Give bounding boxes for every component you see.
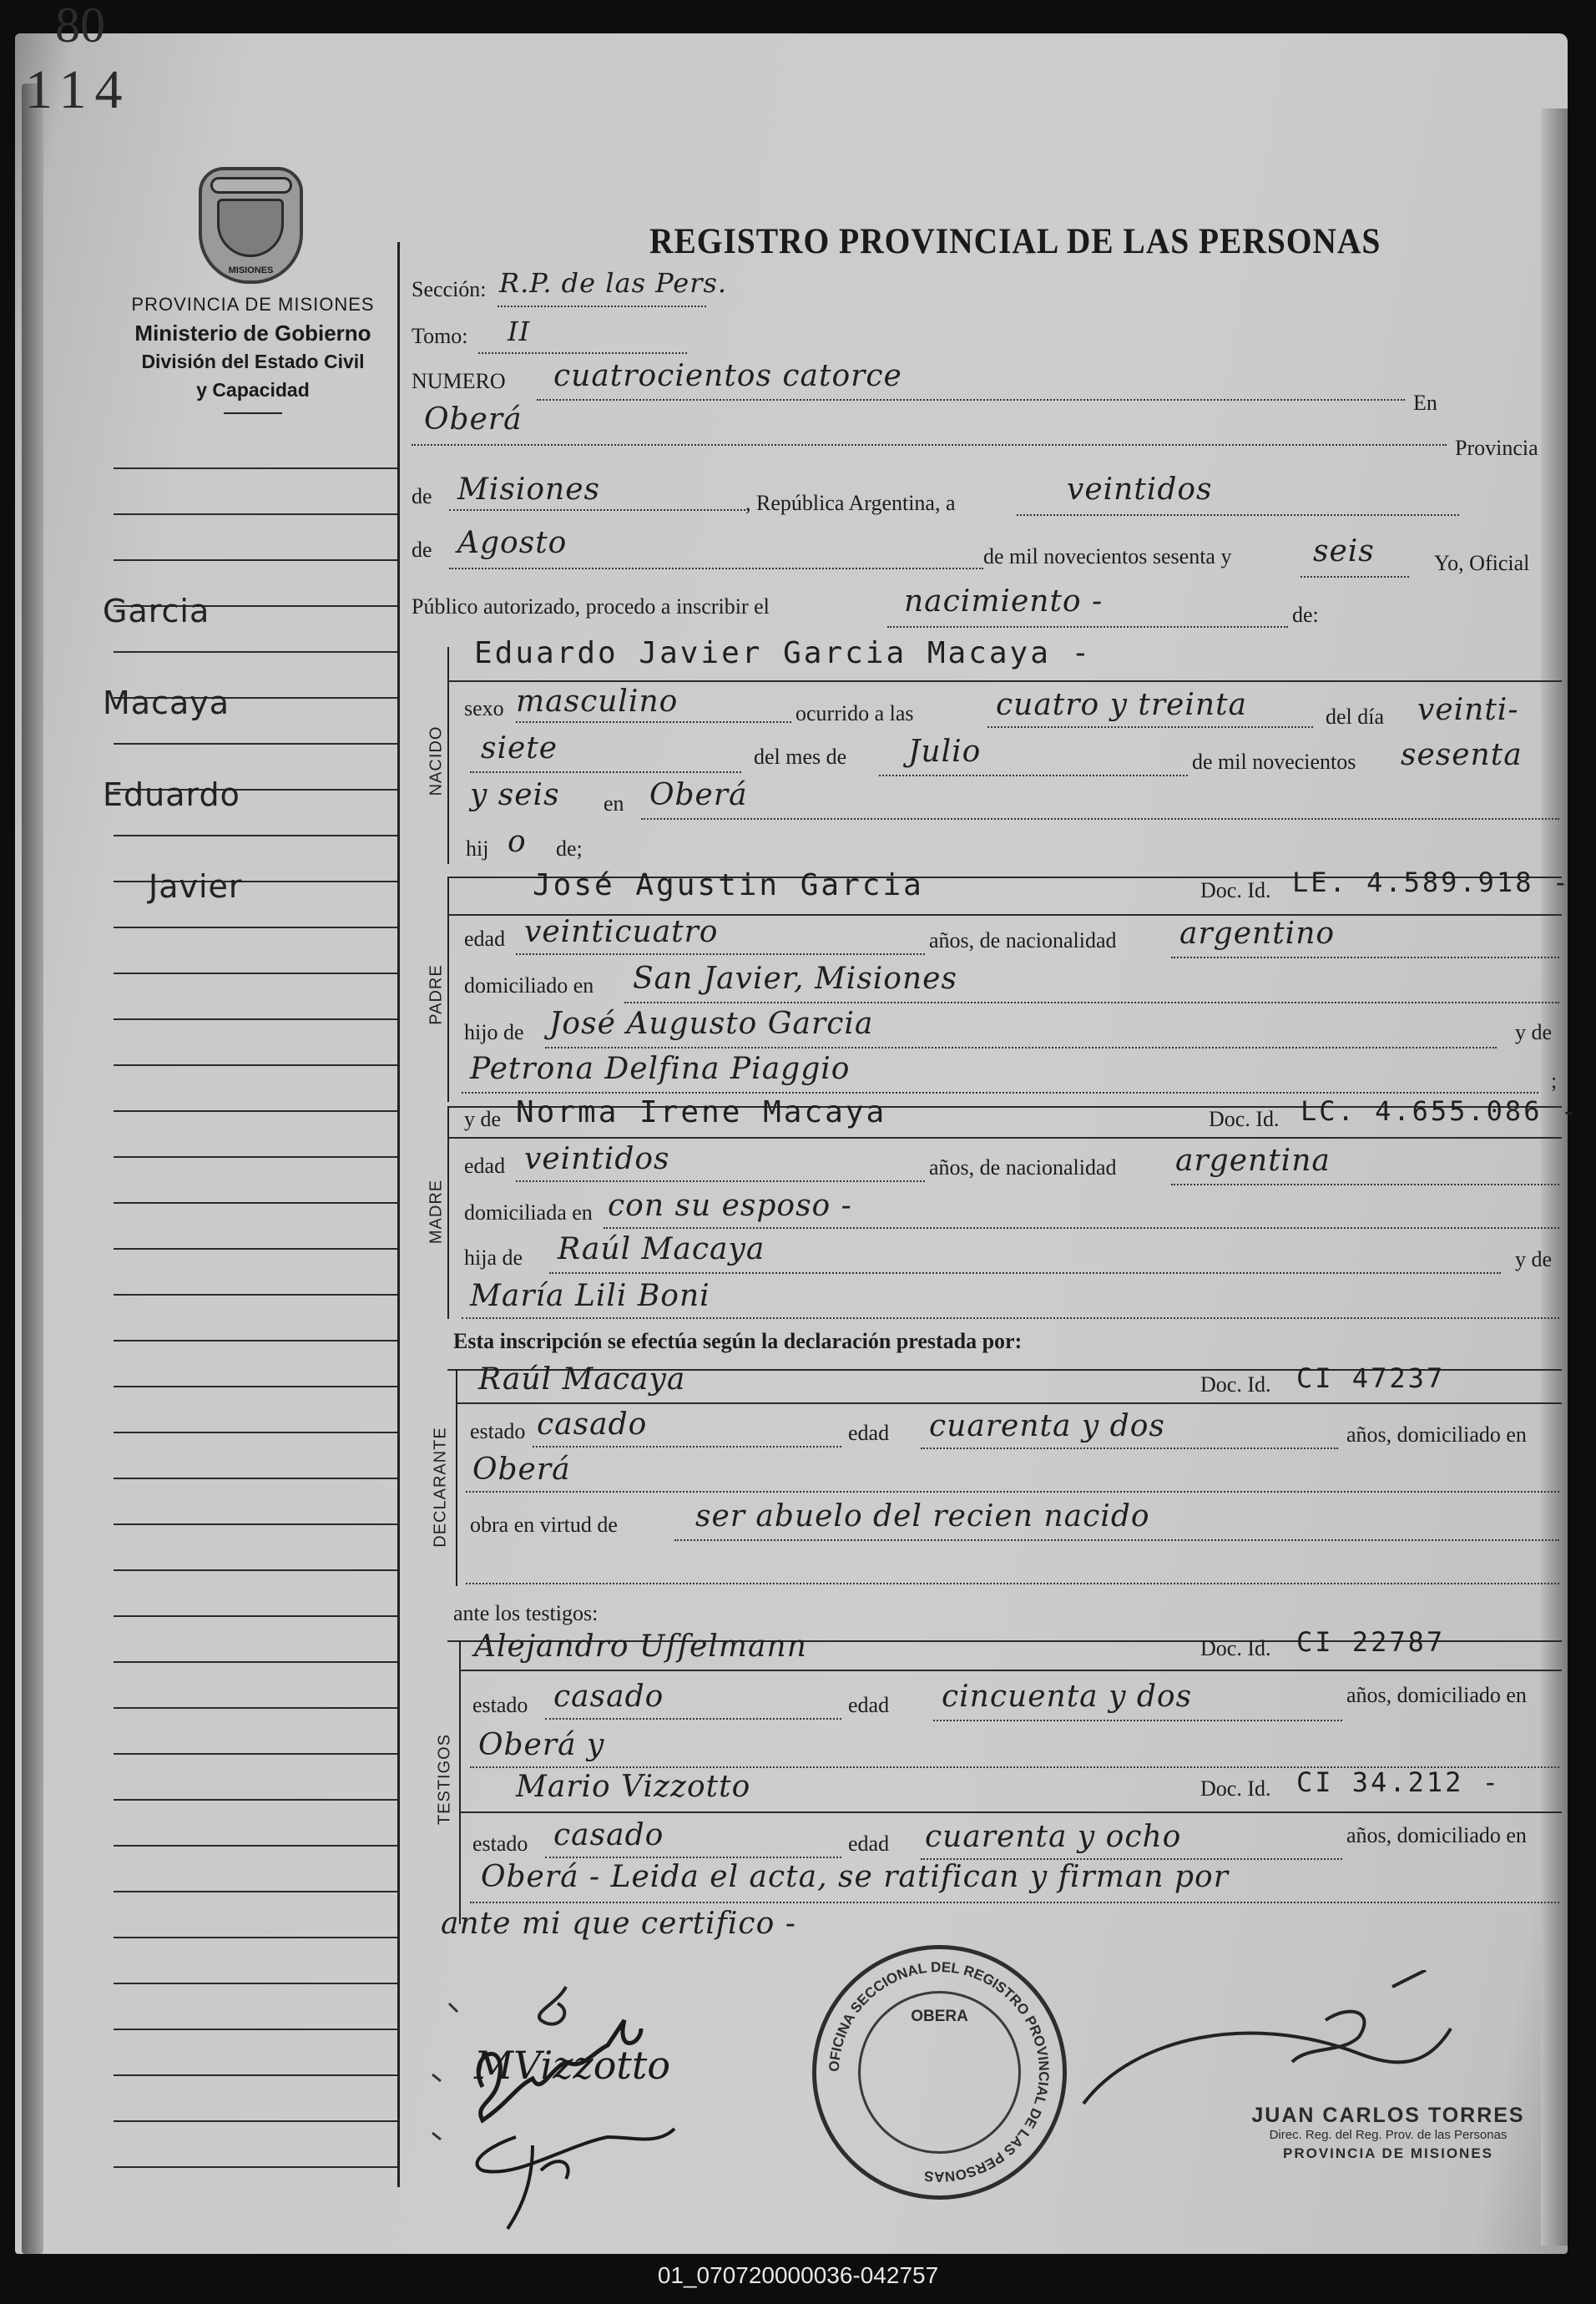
image-identifier: 01_070720000036-042757 — [657, 2262, 939, 2288]
label-nac-padre: años, de nacionalidad — [929, 928, 1117, 952]
stamp-outer-text: OFICINA SECCIONAL DEL REGISTRO PROVINCIAL DE LAS PERSONAS — [826, 1958, 1053, 2185]
label-estado-t1: estado — [472, 1693, 528, 1717]
label-estado-t2: estado — [472, 1832, 528, 1856]
label-publico: Público autorizado, procedo a inscribir el — [412, 594, 770, 619]
value-madre-dom: con su esposo - — [608, 1189, 852, 1223]
label-anos-dom-t2: años, domiciliado en — [1346, 1823, 1527, 1847]
value-t1-edad: cincuenta y dos — [942, 1680, 1193, 1714]
value-decl-dom: Oberá — [472, 1453, 571, 1487]
label-y-de-madre: y de — [464, 1107, 502, 1131]
official-province: PROVINCIA DE MISIONES — [1282, 2145, 1493, 2161]
label-de-semicolon: de; — [556, 836, 583, 861]
margin-rule-line — [114, 1707, 397, 1709]
section-line-nacido — [447, 647, 449, 864]
value-decl-doc: CI 47237 — [1296, 1362, 1446, 1394]
label-de-mil: de mil novecientos sesenta y — [983, 544, 1232, 568]
value-madre-doc: LC. 4.655.086 - — [1301, 1095, 1579, 1127]
value-decl-nombre: Raúl Macaya — [478, 1362, 686, 1397]
margin-rule-line — [114, 1386, 397, 1387]
value-hij: o — [508, 825, 527, 859]
official-signature-block — [1250, 2104, 1526, 2162]
provincial-crest-icon — [199, 167, 303, 284]
label-del-dia: del día — [1326, 705, 1385, 729]
value-acto: nacimiento - — [904, 584, 1104, 619]
label-dom-madre: domiciliada en — [464, 1200, 593, 1225]
margin-given-2: Javier — [149, 868, 243, 905]
value-t2-doc: CI 34.212 - — [1296, 1766, 1501, 1798]
page-stack-edge — [1541, 109, 1568, 2246]
value-dia: veintidos — [1067, 472, 1213, 507]
label-seccion: Sección: — [412, 277, 487, 301]
label-edad-padre: edad — [464, 927, 506, 951]
label-anos-dom-t1: años, domiciliado en — [1346, 1683, 1527, 1707]
value-nacido-nombre: Eduardo Javier Garcia Macaya - — [474, 636, 1093, 670]
label-estado-decl: estado — [470, 1419, 526, 1443]
value-seccion: R.P. de las Pers. — [499, 267, 728, 299]
value-padre-nac: argentino — [1179, 917, 1336, 951]
value-padre-padre: José Augusto Garcia — [549, 1007, 874, 1041]
section-madre: MADRE — [427, 1179, 446, 1245]
ministry-rule — [224, 412, 282, 414]
value-sexo: masculino — [516, 685, 679, 719]
value-padre-edad: veinticuatro — [524, 915, 719, 949]
svg-text:OFICINA SECCIONAL DEL REGISTRO — [826, 1959, 1052, 2185]
value-decl-estado: casado — [537, 1407, 648, 1442]
label-hija-de: hija de — [464, 1245, 523, 1270]
margin-rule-line — [114, 1983, 397, 1984]
section-declarante: DECLARANTE — [431, 1427, 450, 1548]
margin-rule-line — [114, 1523, 397, 1525]
margin-rule-line — [114, 1615, 397, 1617]
witness-signatures — [416, 1970, 766, 2237]
value-t1-nombre: Alejandro Uffelmann — [474, 1629, 807, 1664]
margin-rule-line — [114, 1937, 397, 1938]
margin-rule-line — [114, 1064, 397, 1066]
value-t2-nombre: Mario Vizzotto — [516, 1770, 751, 1804]
label-doc-padre: Doc. Id. — [1200, 878, 1271, 902]
margin-rule-line — [114, 1799, 397, 1801]
section-nacido: NACIDO — [427, 725, 446, 796]
margin-rule-line — [114, 651, 397, 653]
margin-rule-line — [114, 743, 397, 745]
label-hijo-de: hijo de — [464, 1020, 524, 1044]
value-tomo: II — [508, 316, 531, 347]
label-anos-dom-decl: años, domiciliado en — [1346, 1422, 1527, 1447]
value-t1-estado: casado — [553, 1680, 664, 1714]
ministry-name: Ministerio de Gobierno — [134, 321, 371, 346]
label-ocurrido: ocurrido a las — [795, 701, 914, 725]
value-dia-nac-1: veinti- — [1417, 693, 1519, 727]
value-anio-nac-1: sesenta — [1401, 738, 1523, 772]
value-t2-estado: casado — [553, 1818, 664, 1852]
label-del-mes: del mes de — [754, 745, 847, 769]
margin-rule-line — [114, 1248, 397, 1250]
value-madre-edad: veintidos — [524, 1142, 670, 1176]
stamp-ring-text — [812, 1945, 1067, 2200]
value-anio: seis — [1313, 534, 1375, 568]
official-role: Direc. Reg. del Reg. Prov. de las Personas — [1269, 2128, 1508, 2142]
value-provincia: Misiones — [457, 472, 601, 507]
margin-rule-line — [114, 1294, 397, 1296]
value-t1-dom: Oberá y — [478, 1728, 605, 1762]
page-title: REGISTRO PROVINCIAL DE LAS PERSONAS — [649, 222, 1381, 261]
label-edad-t1: edad — [848, 1693, 890, 1717]
margin-divider — [397, 242, 400, 2187]
label-de-2: de — [412, 538, 432, 562]
label-dom-padre: domiciliado en — [464, 973, 594, 998]
label-hij: hij — [466, 836, 489, 861]
value-dia-nac-2: siete — [481, 731, 558, 765]
folio-top: 80 — [55, 0, 105, 53]
margin-rule-line — [114, 973, 397, 974]
label-obra: obra en virtud de — [470, 1513, 618, 1537]
label-provincia: Provincia — [1455, 436, 1538, 460]
label-numero: NUMERO — [412, 369, 506, 393]
ministry-province: PROVINCIA DE MISIONES — [131, 294, 375, 315]
label-de-colon: de: — [1292, 603, 1319, 627]
folio-number: 114 — [25, 59, 131, 120]
label-edad-t2: edad — [848, 1832, 890, 1856]
margin-rule-line — [114, 1432, 397, 1433]
margin-rule-line — [114, 1018, 397, 1020]
official-stamp — [812, 1945, 1067, 2200]
margin-rule-line — [114, 2120, 397, 2122]
label-tomo: Tomo: — [412, 324, 468, 348]
margin-rule-line — [114, 1661, 397, 1663]
value-cierre-2: ante mi que certifico - — [441, 1907, 796, 1941]
value-t1-doc: CI 22787 — [1296, 1626, 1446, 1658]
value-t2-edad: cuarenta y ocho — [925, 1820, 1182, 1854]
label-de-mil-2: de mil novecientos — [1192, 750, 1356, 774]
ministry-division: División del Estado Civil — [141, 351, 365, 372]
margin-rule-line — [114, 1891, 397, 1892]
label-inscripcion: Esta inscripción se efectúa según la declaración prestada por: — [453, 1329, 1023, 1353]
value-madre-madre: María Lili Boni — [470, 1279, 710, 1313]
value-numero: cuatrocientos catorce — [553, 359, 902, 393]
margin-rule-line — [114, 1156, 397, 1158]
document-page — [15, 0, 1579, 2254]
value-lugar-nac: Oberá — [649, 778, 748, 812]
margin-rule-line — [114, 467, 397, 469]
label-en: En — [1413, 391, 1437, 415]
margin-rule-line — [114, 2074, 397, 2076]
label-doc-t2: Doc. Id. — [1200, 1776, 1271, 1801]
margin-rule-line — [114, 835, 397, 836]
value-lugar: Oberá — [424, 402, 523, 437]
label-en-lower: en — [604, 791, 624, 816]
margin-rule-line — [114, 927, 397, 928]
margin-rule-line — [114, 1845, 397, 1847]
margin-rule-line — [114, 2166, 397, 2168]
value-padre-madre: Petrona Delfina Piaggio — [470, 1052, 851, 1086]
label-doc-madre: Doc. Id. — [1209, 1107, 1280, 1131]
label-edad-madre: edad — [464, 1154, 506, 1178]
label-y-de-madre-2: y de — [1515, 1247, 1553, 1271]
label-republica: , República Argentina, a — [745, 491, 956, 515]
value-madre-padre: Raúl Macaya — [558, 1232, 765, 1266]
value-decl-obra: ser abuelo del recien nacido — [695, 1499, 1150, 1533]
margin-rule-line — [114, 1110, 397, 1112]
margin-rule-line — [114, 2029, 397, 2030]
margin-given-1: Eduardo — [103, 776, 240, 813]
book-binding-edge — [22, 83, 43, 2254]
value-madre-nac: argentina — [1175, 1144, 1331, 1178]
section-line-testigos — [459, 1640, 461, 1924]
margin-rule-line — [114, 1753, 397, 1755]
label-nac-madre: años, de nacionalidad — [929, 1155, 1117, 1180]
value-cierre-1: Oberá - Leida el acta, se ratifican y firman por — [481, 1860, 1229, 1894]
official-signature — [1075, 1970, 1509, 2120]
section-padre: PADRE — [427, 964, 446, 1025]
official-name: JUAN CARLOS TORRES — [1251, 2104, 1525, 2127]
margin-rule-line — [114, 1202, 397, 1204]
value-padre-nombre: José Agustin Garcia — [533, 868, 924, 902]
stamp-city: OBERA — [911, 2008, 968, 2025]
value-anio-nac-2: y seis — [470, 778, 560, 812]
label-y-de-padre: y de — [1515, 1020, 1553, 1044]
value-mes: Agosto — [457, 526, 568, 560]
label-doc-t1: Doc. Id. — [1200, 1636, 1271, 1660]
value-madre-nombre: Norma Irene Macaya — [516, 1095, 887, 1129]
value-padre-dom: San Javier, Misiones — [633, 962, 957, 996]
section-line-declarante — [456, 1369, 457, 1586]
label-doc-decl: Doc. Id. — [1200, 1372, 1271, 1397]
margin-rule-line — [114, 1569, 397, 1571]
value-mes-nac: Julio — [908, 735, 982, 769]
section-line-padre — [447, 877, 449, 1102]
label-ante: ante los testigos: — [453, 1601, 598, 1625]
margin-surname-1: Garcia — [103, 593, 210, 629]
ministry-header — [98, 291, 407, 414]
margin-rule-line — [114, 1478, 397, 1479]
crest-text: MISIONES — [228, 265, 274, 275]
section-testigos: TESTIGOS — [435, 1733, 454, 1826]
value-padre-doc: LE. 4.589.918 - — [1292, 867, 1571, 898]
margin-rule-line — [114, 1340, 397, 1341]
label-sexo: sexo — [464, 696, 504, 720]
margin-rule-line — [114, 513, 397, 515]
margin-surname-2: Macaya — [103, 685, 230, 721]
value-decl-edad: cuarenta y dos — [929, 1409, 1165, 1443]
label-edad-decl: edad — [848, 1421, 890, 1445]
witness-signature-text: MVizzotto — [474, 2043, 671, 2088]
label-semicolon: ; — [1551, 1069, 1558, 1093]
label-yo-oficial: Yo, Oficial — [1434, 551, 1530, 575]
label-de-1: de — [412, 484, 432, 508]
margin-rule-line — [114, 559, 397, 561]
ministry-capacity: y Capacidad — [196, 379, 310, 401]
value-hora: cuatro y treinta — [996, 688, 1247, 722]
